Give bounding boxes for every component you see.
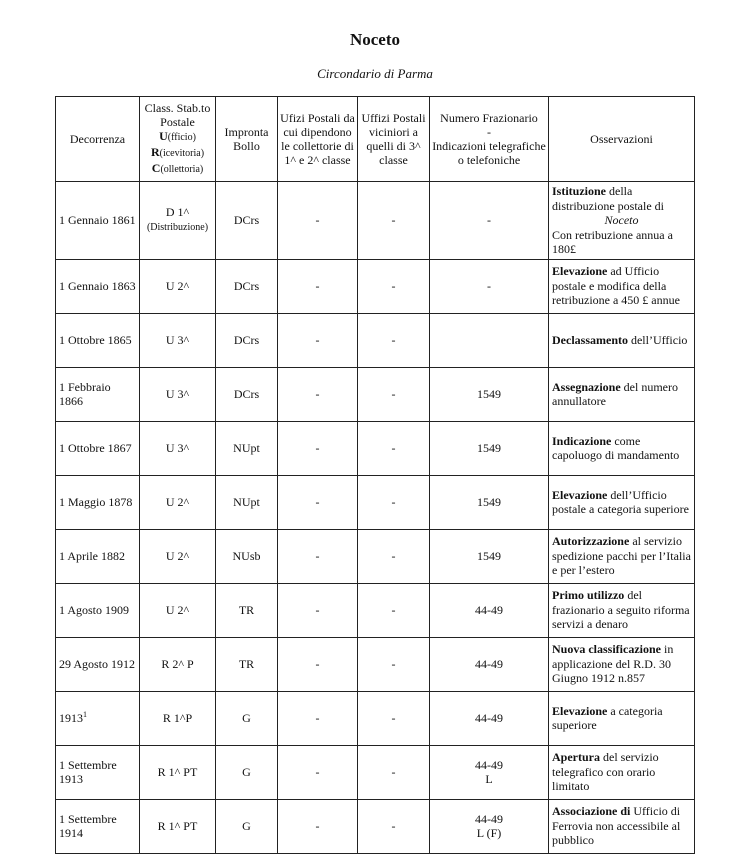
oss-text: dell’Ufficio postale a categoria superiore [552,487,689,516]
decorrenza-text: 1 Gennaio 1863 [59,279,136,293]
numero-text: 1549 [477,387,501,401]
table-row [56,182,695,260]
classe-text: R 1^ PT [157,765,198,779]
oss-text: della distribuzione postale di [552,184,664,213]
cell-ufizi: - [278,475,358,529]
table-row [56,529,695,583]
page-subtitle: Circondario di Parma [317,66,433,81]
cell-classificazione [140,529,216,583]
oss-text: come capoluogo di mandamento [552,433,680,462]
cell-numero [430,313,549,367]
decorrenza-text: 1913 [59,711,83,725]
oss-keyword: Apertura [552,750,600,765]
table-row [56,583,695,637]
oss-text: a categoria superiore [552,703,663,732]
header-classificazione [140,97,216,182]
classe-text: U 2^ [165,495,190,509]
cell-osservazioni [549,529,695,583]
cell-osservazioni [549,745,695,799]
classe-text: U 3^ [165,333,190,347]
cell-ufizi: - [278,421,358,475]
cell-ufizi: - [278,313,358,367]
cell-numero [430,745,549,799]
cell-decorrenza [56,259,140,313]
cell-osservazioni [549,583,695,637]
header-uffizi-viciniori: Uffizi Postali viciniori a quelli di 3^ classe [358,97,430,182]
cell-bollo: DCrs [216,259,278,313]
oss-place: Noceto [604,213,639,227]
cell-bollo: NUpt [216,475,278,529]
cell-uffizi: - [358,745,430,799]
cell-classificazione [140,799,216,853]
cell-uffizi: - [358,799,430,853]
numero-text: 44-49 [475,657,503,671]
cell-decorrenza [56,529,140,583]
table-row [56,799,695,853]
cell-decorrenza [56,313,140,367]
cell-ufizi: - [278,529,358,583]
cell-osservazioni [549,313,695,367]
header-class-line1: Class. Stab.to [144,101,211,115]
cell-numero [430,475,549,529]
cell-numero [430,529,549,583]
classe-text: U 2^ [165,279,190,293]
cell-osservazioni [549,475,695,529]
cell-classificazione [140,367,216,421]
cell-decorrenza [56,182,140,260]
header-decorrenza: Decorrenza [56,97,140,182]
oss-keyword: Primo utilizzo [552,588,625,603]
decorrenza-text: 1 Ottobre 1867 [59,441,132,455]
table-row [56,691,695,745]
numero-text: - [487,213,491,228]
cell-numero [430,583,549,637]
numero-text: - [487,279,491,293]
cell-ufizi: - [278,637,358,691]
numero-text: 1549 [477,549,501,563]
header-class-line2: Postale [160,115,195,129]
cell-numero [430,799,549,853]
table-header-row [56,97,695,182]
classe-note: (Distribuzione) [146,222,209,234]
table-body [56,182,695,854]
table-row [56,367,695,421]
cell-uffizi: - [358,475,430,529]
cell-decorrenza [56,637,140,691]
cell-classificazione [140,421,216,475]
footnote-marker: 1 [83,710,87,719]
cell-ufizi: - [278,745,358,799]
cell-osservazioni [549,367,695,421]
cell-classificazione [140,691,216,745]
cell-osservazioni [549,421,695,475]
oss-text: del numero annullatore [552,379,678,408]
header-numero-frazionario [430,97,549,182]
oss-text: in applicazione del R.D. 30 Giugno 1912 n.857 [552,642,674,686]
numero-text: 1549 [477,441,501,455]
oss-text: dell’Ufficio [627,332,688,347]
oss-keyword: Istituzione [552,184,606,198]
cell-uffizi: - [358,313,430,367]
decorrenza-text: 1 Gennaio 1861 [59,213,136,228]
cell-bollo: DCrs [216,182,278,260]
cell-uffizi: - [358,182,430,260]
cell-numero [430,259,549,313]
decorrenza-text: 1 Agosto 1909 [59,603,130,617]
oss-keyword: Declassamento [552,332,628,347]
decorrenza-text: 1 Settembre 1913 [59,758,117,786]
cell-decorrenza [56,367,140,421]
header-numero-line1: Numero Frazionario [440,111,538,125]
oss-keyword: Indicazione [552,433,612,448]
cell-ufizi: - [278,799,358,853]
cell-classificazione [140,313,216,367]
cell-bollo: NUsb [216,529,278,583]
oss-keyword: Elevazione [552,264,608,279]
cell-uffizi: - [358,529,430,583]
header-class-r-rest: (icevitoria) [159,148,205,159]
cell-decorrenza [56,421,140,475]
oss-text: ad Ufficio postale e modifica della retribuzione a 450 £ annue [552,264,680,308]
classe-text: U 2^ [165,549,190,563]
cell-ufizi: - [278,182,358,260]
numero-indicazione: L [485,772,493,786]
decorrenza-text: 1 Settembre 1914 [59,812,117,840]
cell-ufizi: - [278,583,358,637]
classe-text: U 3^ [165,441,190,455]
cell-osservazioni [549,259,695,313]
header-class-c-letter: C [151,161,161,175]
classe-text: R 1^P [162,711,193,725]
decorrenza-text: 1 Ottobre 1865 [59,333,132,347]
decorrenza-text: 1 Febbraio 1866 [59,380,111,408]
cell-decorrenza [56,799,140,853]
header-impronta-bollo: Impronta Bollo [216,97,278,182]
cell-decorrenza [56,691,140,745]
cell-classificazione [140,259,216,313]
postal-history-table [55,96,695,854]
cell-numero [430,421,549,475]
oss-keyword: Elevazione [552,487,608,502]
numero-text: 44-49 [475,758,503,772]
cell-bollo: TR [216,637,278,691]
cell-ufizi: - [278,367,358,421]
cell-numero [430,367,549,421]
oss-keyword: Elevazione [552,703,608,718]
cell-ufizi: - [278,691,358,745]
header-class-r-letter: R [150,145,160,159]
cell-numero [430,691,549,745]
oss-text: del frazionario a seguito riforma servizi a denaro [552,588,690,632]
decorrenza-text: 1 Maggio 1878 [59,495,133,509]
header-ufizi-postali: Ufizi Postali da cui dipendono le collettorie di 1^ e 2^ classe [278,97,358,182]
header-numero-line2: - [487,125,491,139]
cell-osservazioni [549,799,695,853]
cell-osservazioni [549,637,695,691]
classe-text: R 2^ P [161,657,194,671]
classe-text: D 1^ [165,205,190,220]
cell-uffizi: - [358,259,430,313]
cell-uffizi: - [358,691,430,745]
cell-classificazione [140,475,216,529]
decorrenza-text: 1 Aprile 1882 [59,549,125,563]
oss-text: Ufficio di Ferrovia non accessibile al pubblico [552,804,681,848]
cell-classificazione [140,182,216,260]
table-row [56,421,695,475]
cell-bollo: G [216,799,278,853]
numero-text: 44-49 [475,711,503,725]
cell-bollo: NUpt [216,421,278,475]
cell-decorrenza [56,475,140,529]
oss-keyword: Nuova classificazione [552,642,661,657]
decorrenza-text: 29 Agosto 1912 [59,657,136,671]
table-row [56,313,695,367]
cell-classificazione [140,583,216,637]
cell-decorrenza [56,583,140,637]
classe-text: U 3^ [165,387,190,401]
oss-keyword: Associazione di [552,804,631,819]
oss-keyword: Assegnazione [552,379,621,394]
cell-osservazioni [549,691,695,745]
header-class-c-rest: (ollettoria) [160,164,204,175]
cell-bollo: G [216,691,278,745]
cell-uffizi: - [358,421,430,475]
table-row [56,637,695,691]
table-row [56,475,695,529]
numero-indicazione: L (F) [476,826,502,840]
oss-text: al servizio spedizione pacchi per l’Italia e per l’estero [552,534,691,578]
cell-classificazione [140,745,216,799]
table-row [56,259,695,313]
oss-text: del servizio telegrafico con orario limitato [552,750,659,794]
cell-numero [430,182,549,260]
cell-bollo: G [216,745,278,799]
header-numero-line3: Indicazioni telegrafiche o telefoniche [432,139,546,167]
cell-bollo: TR [216,583,278,637]
oss-tail: Con retribuzione annua a 180£ [552,227,673,256]
cell-ufizi: - [278,259,358,313]
cell-classificazione [140,637,216,691]
header-osservazioni: Osservazioni [549,97,695,182]
header-class-u-rest: (fficio) [167,132,196,143]
classe-text: U 2^ [165,603,190,617]
cell-numero [430,637,549,691]
table-row [56,745,695,799]
cell-bollo: DCrs [216,313,278,367]
numero-text: 44-49 [475,812,503,826]
cell-bollo: DCrs [216,367,278,421]
page-title: Noceto [349,30,401,49]
cell-decorrenza [56,745,140,799]
oss-keyword: Autorizzazione [552,534,630,549]
classe-text: R 1^ PT [157,819,198,833]
header-class-u-letter: U [159,129,168,143]
numero-text: 44-49 [475,603,503,617]
cell-uffizi: - [358,637,430,691]
cell-uffizi: - [358,367,430,421]
cell-osservazioni [549,182,695,260]
cell-uffizi: - [358,583,430,637]
numero-text: 1549 [477,495,501,509]
